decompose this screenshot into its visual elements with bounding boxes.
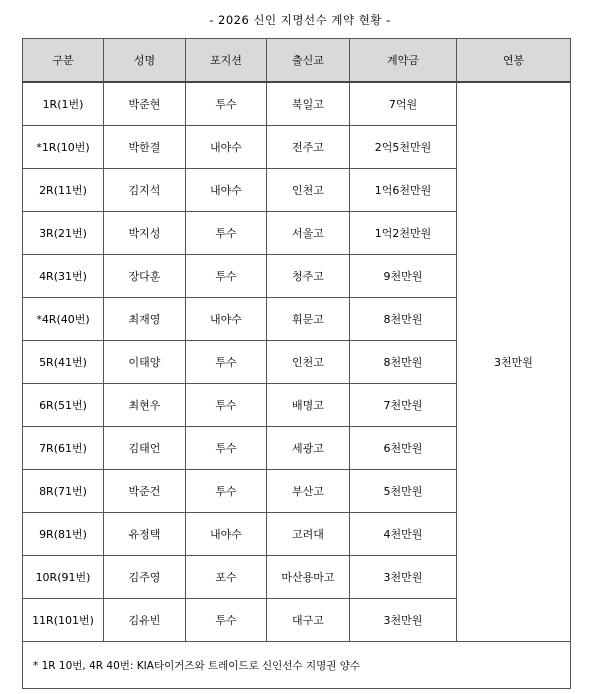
- cell-name: 박지성: [104, 212, 186, 255]
- cell-bonus: 9천만원: [350, 255, 457, 298]
- cell-school: 부산고: [267, 470, 350, 513]
- footnote: * 1R 10번, 4R 40번: KIA타이거즈와 트레이드로 신인선수 지명권 양수: [23, 642, 571, 689]
- cell-bonus: 1억6천만원: [350, 169, 457, 212]
- cell-name: 김지석: [104, 169, 186, 212]
- cell-round: 3R(21번): [23, 212, 104, 255]
- cell-bonus: 6천만원: [350, 427, 457, 470]
- cell-name: 장다훈: [104, 255, 186, 298]
- cell-bonus: 5천만원: [350, 470, 457, 513]
- cell-position: 포수: [186, 556, 267, 599]
- cell-bonus: 3천만원: [350, 556, 457, 599]
- cell-school: 전주고: [267, 126, 350, 169]
- cell-position: 내야수: [186, 169, 267, 212]
- header-school: 출신교: [267, 39, 350, 83]
- cell-bonus: 1억2천만원: [350, 212, 457, 255]
- header-name: 성명: [104, 39, 186, 83]
- cell-position: 투수: [186, 599, 267, 642]
- cell-bonus: 8천만원: [350, 341, 457, 384]
- cell-school: 인천고: [267, 341, 350, 384]
- cell-position: 투수: [186, 384, 267, 427]
- cell-round: 7R(61번): [23, 427, 104, 470]
- contract-table: [22, 38, 571, 689]
- table-row: [23, 82, 571, 126]
- cell-school: 대구고: [267, 599, 350, 642]
- cell-name: 유정택: [104, 513, 186, 556]
- cell-round: 1R(1번): [23, 82, 104, 126]
- cell-school: 서울고: [267, 212, 350, 255]
- cell-school: 청주고: [267, 255, 350, 298]
- cell-position: 투수: [186, 255, 267, 298]
- cell-position: 내야수: [186, 298, 267, 341]
- cell-name: 최재영: [104, 298, 186, 341]
- cell-position: 내야수: [186, 126, 267, 169]
- header-round: 구분: [23, 39, 104, 83]
- cell-name: 박한결: [104, 126, 186, 169]
- cell-position: 투수: [186, 212, 267, 255]
- cell-round: 4R(31번): [23, 255, 104, 298]
- cell-bonus: 3천만원: [350, 599, 457, 642]
- cell-position: 투수: [186, 470, 267, 513]
- header-bonus: 계약금: [350, 39, 457, 83]
- cell-school: 인천고: [267, 169, 350, 212]
- document-title: - 2026 신인 지명선수 계약 현황 -: [209, 13, 391, 27]
- cell-round: 10R(91번): [23, 556, 104, 599]
- cell-round: 2R(11번): [23, 169, 104, 212]
- cell-name: 박준건: [104, 470, 186, 513]
- cell-position: 투수: [186, 82, 267, 126]
- cell-position: 투수: [186, 427, 267, 470]
- cell-name: 최현우: [104, 384, 186, 427]
- cell-school: 세광고: [267, 427, 350, 470]
- header-position: 포지션: [186, 39, 267, 83]
- cell-name: 김유빈: [104, 599, 186, 642]
- cell-round: 8R(71번): [23, 470, 104, 513]
- cell-school: 북일고: [267, 82, 350, 126]
- cell-round: 5R(41번): [23, 341, 104, 384]
- cell-bonus: 4천만원: [350, 513, 457, 556]
- cell-school: 마산용마고: [267, 556, 350, 599]
- cell-bonus: 7천만원: [350, 384, 457, 427]
- header-salary: 연봉: [457, 39, 571, 83]
- cell-school: 고려대: [267, 513, 350, 556]
- cell-round: 11R(101번): [23, 599, 104, 642]
- cell-salary: 3천만원: [457, 82, 571, 642]
- cell-position: 투수: [186, 341, 267, 384]
- cell-round: 9R(81번): [23, 513, 104, 556]
- footnote-row: [23, 642, 571, 689]
- cell-round: 6R(51번): [23, 384, 104, 427]
- cell-bonus: 8천만원: [350, 298, 457, 341]
- cell-name: 김태언: [104, 427, 186, 470]
- cell-bonus: 2억5천만원: [350, 126, 457, 169]
- cell-round: *4R(40번): [23, 298, 104, 341]
- cell-bonus: 7억원: [350, 82, 457, 126]
- cell-school: 배명고: [267, 384, 350, 427]
- cell-name: 김주영: [104, 556, 186, 599]
- header-row: [23, 39, 571, 83]
- cell-name: 이태양: [104, 341, 186, 384]
- cell-school: 휘문고: [267, 298, 350, 341]
- cell-round: *1R(10번): [23, 126, 104, 169]
- cell-position: 내야수: [186, 513, 267, 556]
- cell-name: 박준현: [104, 82, 186, 126]
